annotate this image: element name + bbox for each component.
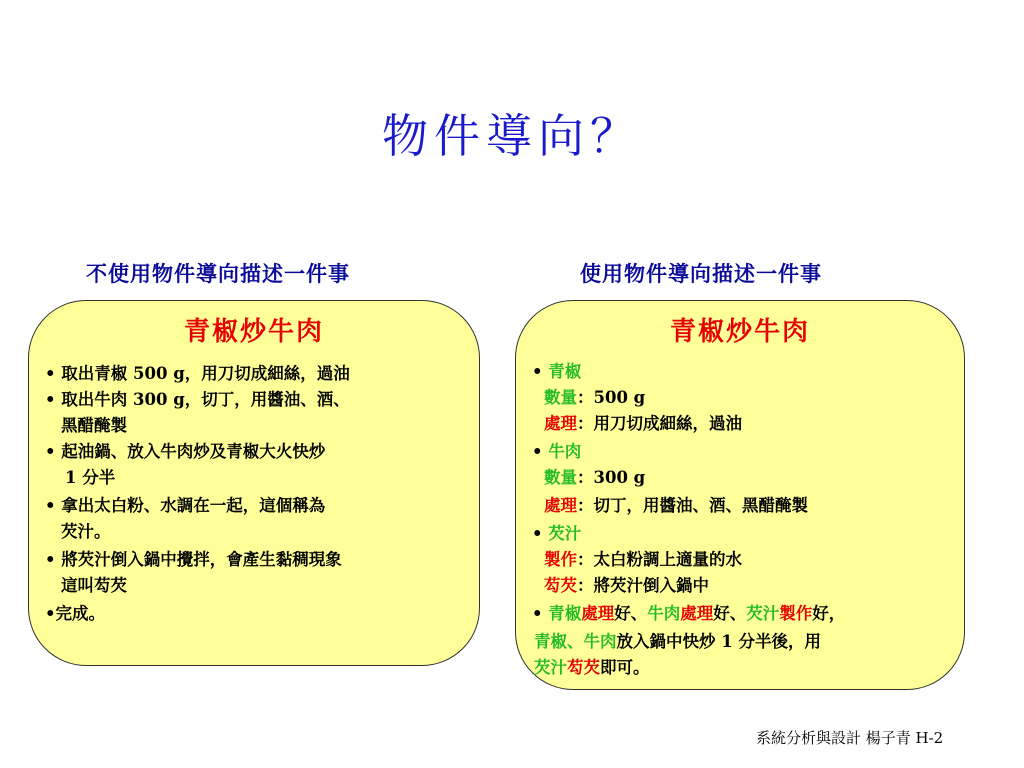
left-box-title: 青椒炒牛肉: [183, 317, 324, 347]
qty-label: 數量: [544, 468, 577, 487]
right-box-title: 青椒炒牛肉: [669, 317, 810, 347]
bullet: •: [532, 604, 543, 623]
green-pepper-proc: 用刀切成細絲，過油: [593, 414, 742, 433]
sauce-make: 太白粉調上適量的水: [593, 550, 742, 569]
obj-sauce: 芡汁: [548, 524, 582, 543]
proc-label: 處理: [544, 496, 577, 515]
right-heading: 使用物件導向描述一件事: [580, 261, 822, 286]
slide-title: 物件導向？: [382, 109, 642, 163]
beef-qty: 300 g: [593, 468, 646, 487]
sauce-gouqian-line: 芶芡：將芡汁倒入鍋中: [544, 576, 709, 595]
left-line-6: • 拿出太白粉、水調在一起，這個稱為: [45, 496, 326, 515]
green-pepper-qty-line: 數量：500 g: [544, 388, 646, 407]
beef-proc: 切丁，用醬油、酒、黑醋醃製: [593, 496, 808, 515]
left-line-9: 這叫芶芡: [61, 576, 127, 595]
bullet: •: [532, 442, 543, 461]
gouqian-label: 芶芡: [544, 576, 577, 595]
left-line-10: •完成。: [45, 604, 106, 623]
left-line-5: 1 分半: [65, 468, 116, 487]
obj-beef: 牛肉: [548, 442, 582, 461]
left-line-2: • 取出牛肉 300 g，切丁，用醬油、酒、: [45, 390, 350, 409]
final-step-line-1: • 青椒處理好、牛肉處理好、芡汁製作好，: [532, 604, 846, 623]
left-line-7: 芡汁。: [61, 522, 111, 541]
obj-green-pepper: 青椒: [548, 362, 582, 381]
green-pepper-proc-line: 處理：用刀切成細絲，過油: [544, 414, 742, 433]
make-label: 製作: [544, 550, 577, 569]
non-oo-recipe-box: [28, 300, 480, 666]
obj-sauce-line: [532, 521, 581, 547]
left-line-8: • 將芡汁倒入鍋中攪拌，會產生黏稠現象: [45, 550, 342, 569]
sauce-make-line: 製作：太白粉調上適量的水: [544, 550, 742, 569]
oo-recipe-box: [515, 300, 965, 690]
sauce-gouqian: 將芡汁倒入鍋中: [593, 576, 709, 595]
final-step-line-3: 芡汁芶芡即可。: [534, 658, 650, 677]
beef-qty-line: 數量：300 g: [544, 468, 646, 487]
final-step-line-2: 青椒、牛肉放入鍋中快炒 1 分半後，用: [534, 632, 821, 651]
beef-proc-line: 處理：切丁，用醬油、酒、黑醋醃製: [544, 496, 808, 515]
green-pepper-qty: 500 g: [593, 388, 646, 407]
qty-label: 數量: [544, 388, 577, 407]
left-line-3: 黑醋醃製: [61, 416, 127, 435]
bullet: •: [532, 362, 543, 381]
left-line-1: • 取出青椒 500 g，用刀切成細絲，過油: [45, 364, 350, 383]
obj-green-pepper-line: [532, 359, 581, 385]
bullet: •: [532, 524, 543, 543]
slide-footer: 系統分析與設計 楊子青 H-2: [756, 729, 944, 747]
obj-beef-line: [532, 439, 581, 465]
proc-label: 處理: [544, 414, 577, 433]
left-line-4: • 起油鍋、放入牛肉炒及青椒大火快炒: [45, 442, 326, 461]
left-heading: 不使用物件導向描述一件事: [86, 261, 350, 286]
